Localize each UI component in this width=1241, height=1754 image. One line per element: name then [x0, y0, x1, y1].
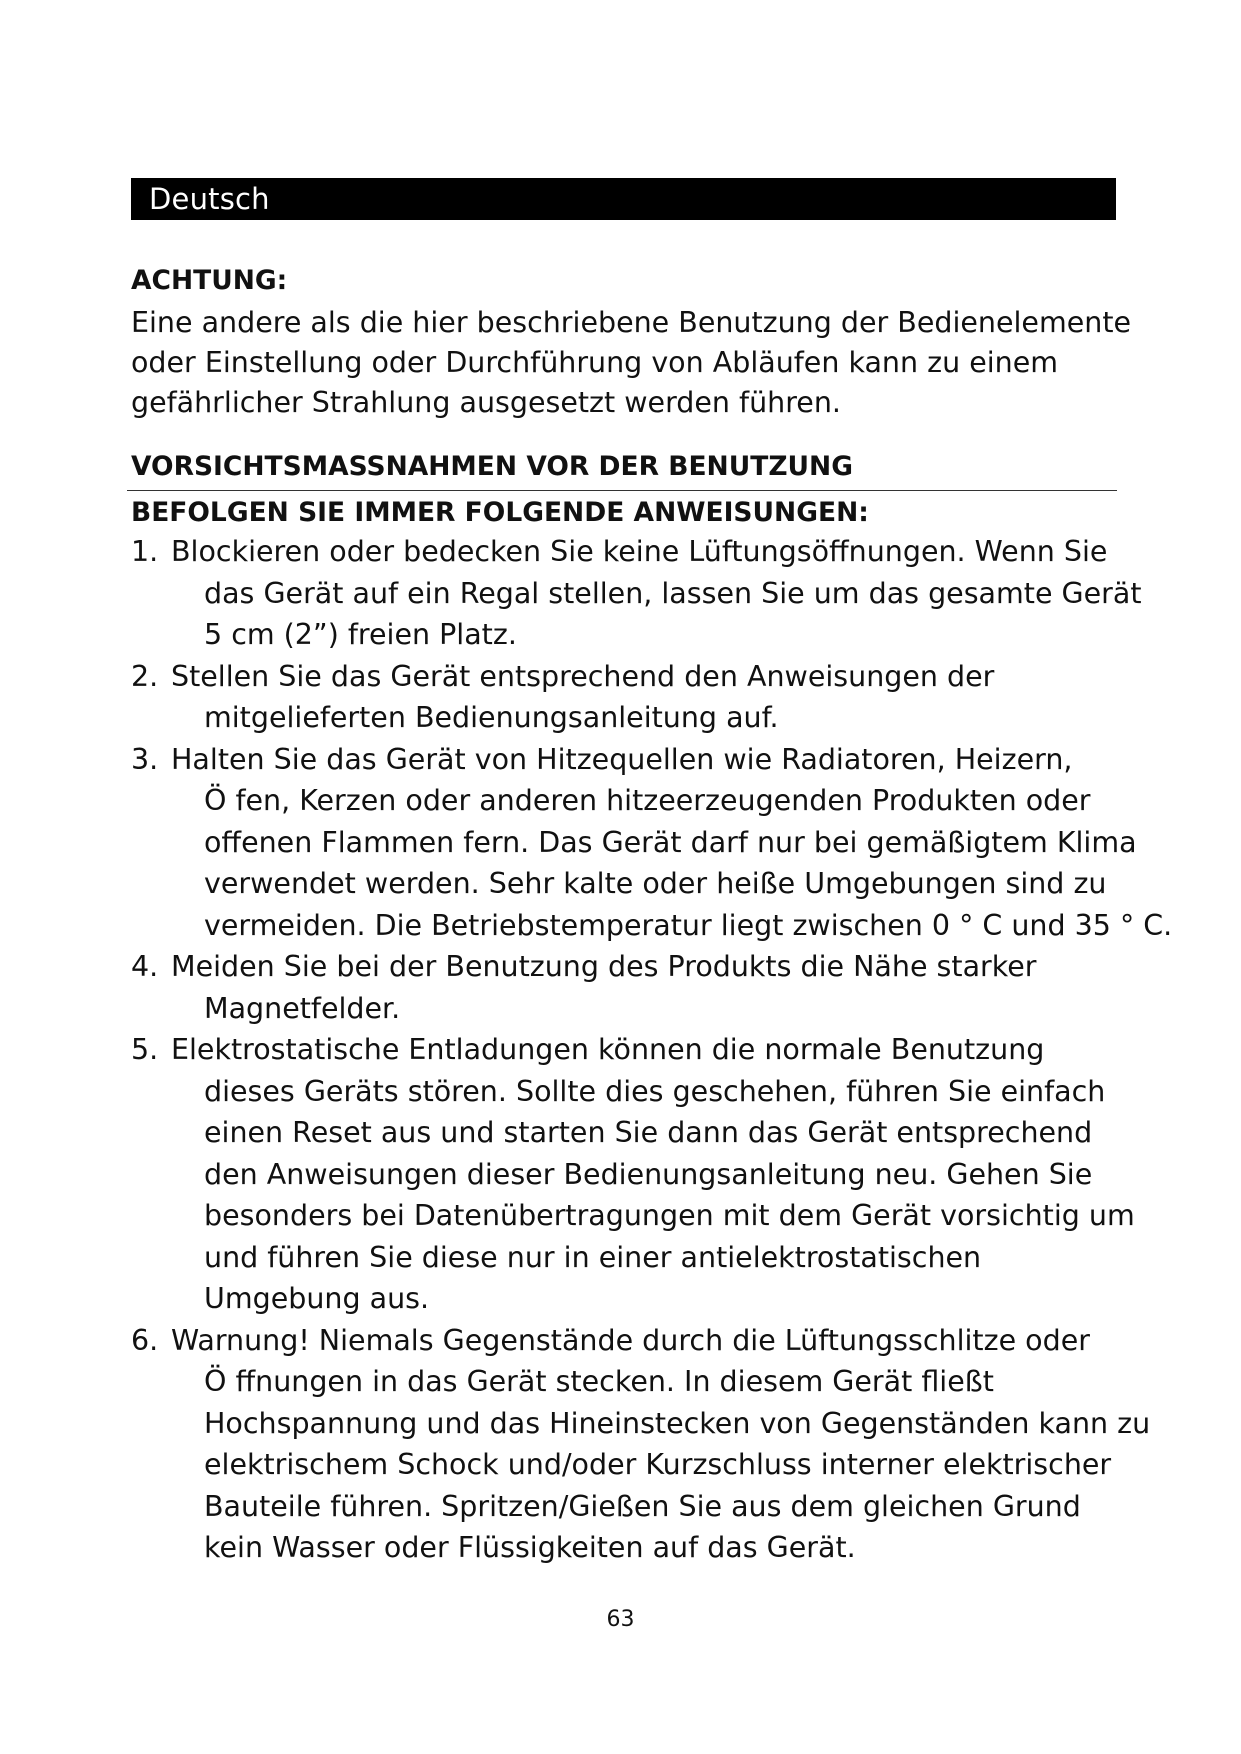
- list-item: [131, 531, 1142, 656]
- list-item-continuation: verwendet werden. Sehr kalte oder heiße Umgebungen sind zu: [204, 867, 1107, 900]
- list-item-continuation: 5 cm (2”) freien Platz.: [204, 618, 517, 651]
- list-item: [131, 1320, 1151, 1569]
- list-item-continuation: Bauteile führen. Spritzen/Gießen Sie aus dem gleichen Grund: [204, 1489, 1081, 1523]
- list-item: [131, 1029, 1135, 1320]
- precautions-heading: VORSICHTSMASSNAHMEN VOR DER BENUTZUNG: [131, 451, 853, 482]
- list-item-continuation: elektrischem Schock und/oder Kurzschluss interner elektrischer: [204, 1448, 1112, 1481]
- list-item-text: Blockieren oder bedecken Sie keine Lüftungsöffnungen. Wenn Sie: [171, 535, 1108, 568]
- caution-line: gefährlicher Strahlung ausgesetzt werden führen.: [131, 386, 841, 419]
- list-item-continuation: und führen Sie diese nur in einer antielektrostatischen: [204, 1240, 982, 1274]
- caution-line: Eine andere als die hier beschriebene Benutzung der Bedienelemente: [131, 306, 1132, 339]
- language-label: Deutsch: [149, 182, 270, 216]
- section-divider: [127, 490, 1117, 491]
- list-item-continuation: Hochspannung und das Hineinstecken von Gegenständen kann zu: [204, 1406, 1151, 1440]
- list-item-first-line: [131, 1320, 1131, 1362]
- list-item-first-line: [131, 531, 1131, 573]
- list-item-text: Warnung! Niemals Gegenstände durch die Lüftungsschlitze oder: [171, 1323, 1090, 1357]
- list-item-continuation: das Gerät auf ein Regal stellen, lassen Sie um das gesamte Gerät: [204, 576, 1142, 610]
- language-header-bar: [131, 178, 1116, 220]
- list-item-text: Elektrostatische Entladungen können die normale Benutzung: [171, 1033, 1045, 1066]
- list-item-number: 5.: [131, 1033, 159, 1066]
- list-item-text: Halten Sie das Gerät von Hitzequellen wie Radiatoren, Heizern,: [171, 742, 1073, 776]
- list-item-continuation: besonders bei Datenübertragungen mit dem Gerät vorsichtig um: [204, 1199, 1135, 1232]
- list-item-continuation: mitgelieferten Bedienungsanleitung auf.: [204, 701, 779, 734]
- list-item-number: 3.: [131, 742, 159, 776]
- list-item: [131, 946, 1131, 1029]
- caution-text: [131, 303, 1131, 423]
- page-number: 63: [606, 1607, 635, 1632]
- list-item-continuation: offenen Flammen fern. Das Gerät darf nur bei gemäßigtem Klima: [204, 825, 1137, 859]
- list-item-continuation: dieses Geräts stören. Sollte dies geschehen, führen Sie einfach: [204, 1074, 1106, 1108]
- list-item: [131, 739, 1173, 947]
- caution-heading: ACHTUNG:: [131, 265, 288, 296]
- list-item-number: 4.: [131, 950, 159, 983]
- list-item-continuation: einen Reset aus und starten Sie dann das Gerät entsprechend: [204, 1116, 1093, 1149]
- list-item-number: 6.: [131, 1323, 159, 1357]
- caution-line: oder Einstellung oder Durchführung von Abläufen kann zu einem: [131, 346, 1059, 379]
- list-item-text: Meiden Sie bei der Benutzung des Produkts die Nähe starker: [171, 950, 1037, 983]
- instructions-heading: BEFOLGEN SIE IMMER FOLGENDE ANWEISUNGEN:: [131, 497, 869, 528]
- list-item-continuation: Magnetfelder.: [204, 991, 401, 1025]
- list-item-first-line: [131, 946, 1131, 988]
- list-item-continuation: Ö ffnungen in das Gerät stecken. In diesem Gerät fließt: [204, 1365, 994, 1398]
- list-item-number: 1.: [131, 535, 159, 568]
- list-item-continuation: Ö fen, Kerzen oder anderen hitzeerzeugenden Produkten oder: [204, 784, 1091, 817]
- list-item-first-line: [131, 656, 1131, 698]
- list-item: [131, 656, 1131, 739]
- list-item-continuation: kein Wasser oder Flüssigkeiten auf das Gerät.: [204, 1531, 856, 1564]
- list-item-text: Stellen Sie das Gerät entsprechend den Anweisungen der: [171, 659, 995, 693]
- list-item-continuation: den Anweisungen dieser Bedienungsanleitung neu. Gehen Sie: [204, 1157, 1093, 1191]
- list-item-continuation: vermeiden. Die Betriebstemperatur liegt zwischen 0 ° C und 35 ° C.: [204, 908, 1173, 942]
- list-item-continuation: Umgebung aus.: [204, 1282, 430, 1315]
- list-item-first-line: [131, 1029, 1131, 1071]
- instruction-list: [131, 531, 1173, 1569]
- list-item-number: 2.: [131, 659, 159, 693]
- list-item-first-line: [131, 739, 1131, 781]
